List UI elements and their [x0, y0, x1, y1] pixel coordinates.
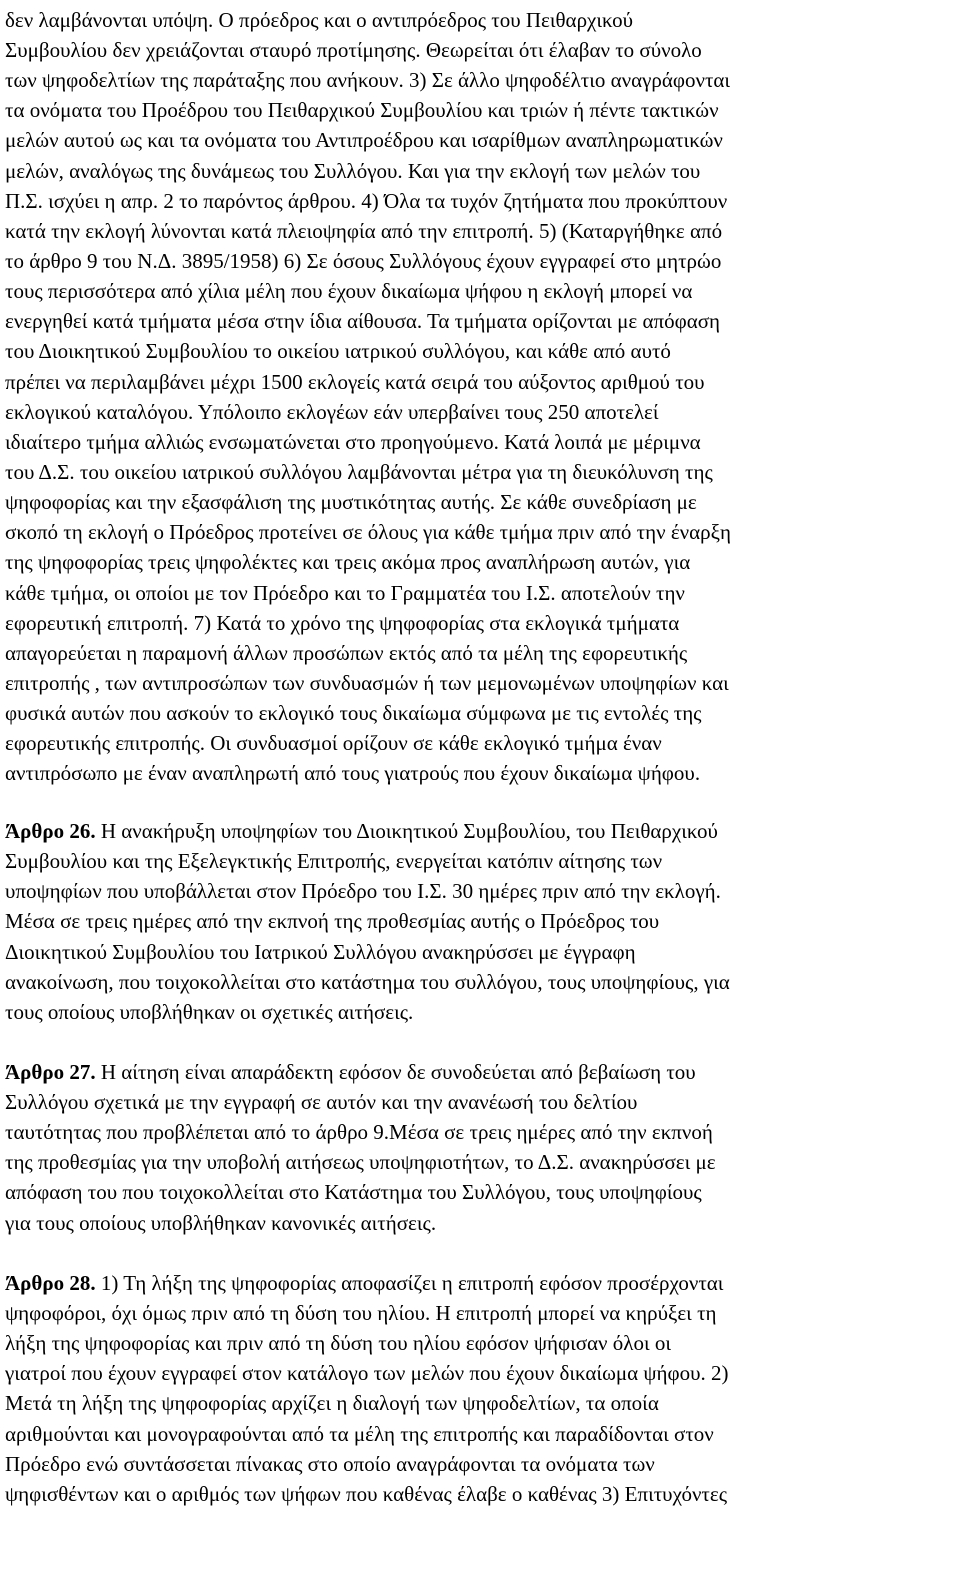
text-line: τα ονόματα του Προέδρου του Πειθαρχικού Συμβουλίου και τριών ή πέντε τακτικών: [5, 98, 719, 122]
text-line: ανακοίνωση, που τοιχοκολλείται στο κατάστημα του συλλόγου, τους υποψηφίους, για: [5, 970, 730, 994]
text-line: εκλογικού καταλόγου. Υπόλοιπο εκλογέων εάν υπερβαίνει τους 250 αποτελεί: [5, 400, 659, 424]
text-line: Συμβουλίου δεν χρειάζονται σταυρό προτίμησης. Θεωρείται ότι έλαβαν το σύνολο: [5, 38, 702, 62]
text-line: υποψηφίων που υποβάλλεται στον Πρόεδρο του Ι.Σ. 30 ημέρες πριν από την εκλογή.: [5, 879, 721, 903]
text-line: Συμβουλίου και της Εξελεγκτικής Επιτροπής, ενεργείται κατόπιν αίτησης των: [5, 849, 663, 873]
text-line: επιτροπής , των αντιπροσώπων των συνδυασμών ή των μεμονωμένων υποψηφίων και: [5, 671, 729, 695]
article-28-first-line: [5, 1271, 723, 1295]
text-line: γιατροί που έχουν εγγραφεί στον κατάλογο των μελών που έχουν δικαίωμα ψήφου. 2): [5, 1361, 729, 1385]
text-line: ενεργηθεί κατά τμήματα μέσα στην ίδια αίθουσα. Τα τμήματα ορίζονται με απόφαση: [5, 309, 721, 333]
text-line: φυσικά αυτών που ασκούν το εκλογικό τους δικαίωμα σύμφωνα με τις εντολές της: [5, 701, 702, 725]
text-line: αριθμούνται και μονογραφούνται από τα μέλη της επιτροπής και παραδίδονται στον: [5, 1422, 714, 1446]
text-line: ιδιαίτερο τμήμα αλλιώς ενσωματώνεται στο προηγούμενο. Κατά λοιπά με μέριμνα: [5, 430, 701, 454]
text-line: των ψηφοδελτίων της παράταξης που ανήκουν. 3) Σε άλλο ψηφοδέλτιο αναγράφονται: [5, 68, 731, 92]
text-span: 1) Τη λήξη της ψηφοφορίας αποφασίζει η επιτροπή εφόσον προσέρχονται: [95, 1271, 724, 1295]
text-line: ταυτότητας που προβλέπεται από το άρθρο 9.Μέσα σε τρεις ημέρες από την εκπνοή: [5, 1120, 713, 1144]
text-line: τους οποίους υποβλήθηκαν οι σχετικές αιτήσεις.: [5, 1000, 414, 1024]
text-line: απαγορεύεται η παραμονή άλλων προσώπων εκτός από τα μέλη της εφορευτικής: [5, 641, 688, 665]
text-line: του Διοικητικού Συμβουλίου το οικείου ιατρικού συλλόγου, και κάθε από αυτό: [5, 339, 671, 363]
text-line: κατά την εκλογή λύνονται κατά πλειοψηφία από την επιτροπή. 5) (Καταργήθηκε από: [5, 219, 723, 243]
text-line: τους περισσότερα από χίλια μέλη που έχουν δικαίωμα ψήφου η εκλογή μπορεί να: [5, 279, 693, 303]
text-line: δεν λαμβάνονται υπόψη. Ο πρόεδρος και ο αντιπρόεδρος του Πειθαρχικού: [5, 8, 634, 32]
text-line: Μετά τη λήξη της ψηφοφορίας αρχίζει η διαλογή των ψηφοδελτίων, τα οποία: [5, 1391, 659, 1415]
text-line: για τους οποίους υποβλήθηκαν κανονικές αιτήσεις.: [5, 1211, 437, 1235]
text-line: το άρθρο 9 του Ν.Δ. 3895/1958) 6) Σε όσους Συλλόγους έχουν εγγραφεί στο μητρώο: [5, 249, 722, 273]
text-line: εφορευτική επιτροπή. 7) Κατά το χρόνο της ψηφοφορίας στα εκλογικά τμήματα: [5, 611, 680, 635]
text-line: πρέπει να περιλαμβάνει μέχρι 1500 εκλογείς κατά σειρά του αύξοντος αριθμού του: [5, 370, 705, 394]
text-span: Η αίτηση είναι απαράδεκτη εφόσον δε συνοδεύεται από βεβαίωση του: [95, 1060, 696, 1084]
text-line: ψηφοφόροι, όχι όμως πριν από τη δύση του ηλίου. Η επιτροπή μπορεί να κηρύξει τη: [5, 1301, 717, 1325]
text-line: Συλλόγου σχετικά με την εγγραφή σε αυτόν και την ανανέωσή του δελτίου: [5, 1090, 638, 1114]
article-27-heading: Άρθρο 27.: [5, 1060, 96, 1084]
text-line: της ψηφοφορίας τρεις ψηφολέκτες και τρεις ακόμα προς αναπλήρωση αυτών, για: [5, 550, 691, 574]
text-line: ψηφοφορίας και την εξασφάλιση της μυστικότητας αυτής. Σε κάθε συνεδρίαση με: [5, 490, 697, 514]
article-26-heading: Άρθρο 26.: [5, 819, 96, 843]
text-line: της προθεσμίας για την υποβολή αιτήσεως υποψηφιοτήτων, το Δ.Σ. ανακηρύσσει με: [5, 1150, 716, 1174]
text-line: του Δ.Σ. του οικείου ιατρικού συλλόγου λαμβάνονται μέτρα για τη διευκόλυνση της: [5, 460, 713, 484]
text-line: αντιπρόσωπο με έναν αναπληρωτή από τους γιατρούς που έχουν δικαίωμα ψήφου.: [5, 761, 701, 785]
text-span: Η ανακήρυξη υποψηφίων του Διοικητικού Συμβουλίου, του Πειθαρχικού: [95, 819, 718, 843]
text-line: ψηφισθέντων και ο αριθμός των ψήφων που καθένας έλαβε ο καθένας 3) Επιτυχόντες: [5, 1482, 728, 1506]
text-line: Διοικητικού Συμβουλίου του Ιατρικού Συλλόγου ανακηρύσσει με έγγραφη: [5, 940, 636, 964]
article-27-first-line: [5, 1060, 696, 1084]
text-line: απόφαση του που τοιχοκολλείται στο Κατάστημα του Συλλόγου, τους υποψηφίους: [5, 1180, 702, 1204]
text-line: εφορευτικής επιτροπής. Οι συνδυασμοί ορίζουν σε κάθε εκλογικό τμήμα έναν: [5, 731, 662, 755]
text-line: σκοπό τη εκλογή ο Πρόεδρος προτείνει σε όλους για κάθε τμήμα πριν από την έναρξη: [5, 520, 731, 544]
text-line: Πρόεδρο ενώ συντάσσεται πίνακας στο οποίο αναγράφονται τα ονόματα των: [5, 1452, 655, 1476]
text-line: κάθε τμήμα, οι οποίοι με τον Πρόεδρο και το Γραμματέα του Ι.Σ. αποτελούν την: [5, 581, 685, 605]
text-line: μελών, αναλόγως της δυνάμεως του Συλλόγου. Και για την εκλογή των μελών του: [5, 159, 701, 183]
text-line: μελών αυτού ως και τα ονόματα του Αντιπροέδρου και ισαρίθμων αναπληρωματικών: [5, 128, 723, 152]
text-line: Μέσα σε τρεις ημέρες από την εκπνοή της προθεσμίας αυτής ο Πρόεδρος του: [5, 909, 660, 933]
text-line: Π.Σ. ισχύει η απρ. 2 το παρόντος άρθρου. 4) Όλα τα τυχόν ζητήματα που προκύπτουν: [5, 189, 728, 213]
article-28-heading: Άρθρο 28.: [5, 1271, 96, 1295]
text-line: λήξη της ψηφοφορίας και πριν από τη δύση του ηλίου εφόσον ψήφισαν όλοι οι: [5, 1331, 672, 1355]
article-26-first-line: [5, 819, 718, 843]
